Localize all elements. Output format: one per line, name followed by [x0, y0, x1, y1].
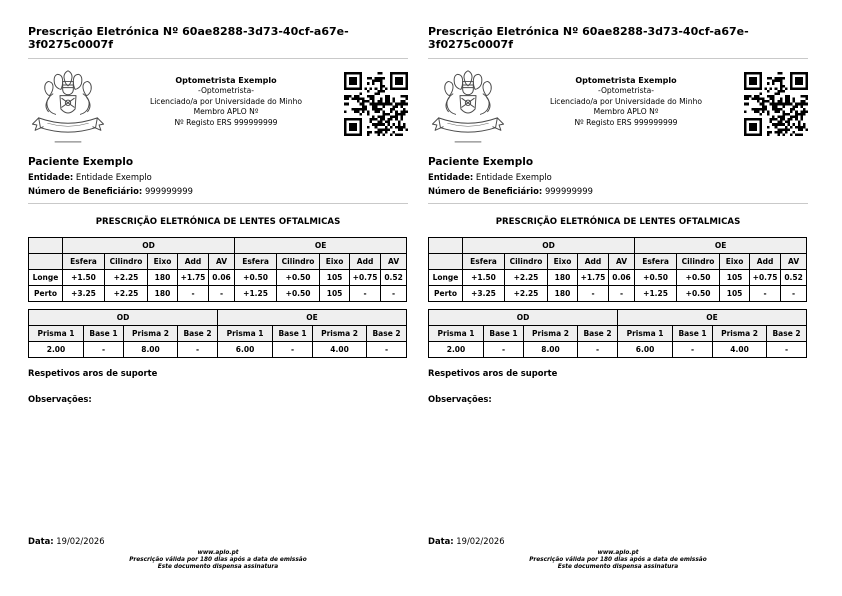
od-eye-header: OD: [429, 310, 618, 326]
col-header: Prisma 1: [29, 326, 84, 342]
od-eye-header: OD: [63, 238, 235, 254]
col-header: Prisma 2: [313, 326, 367, 342]
value-cell: -: [273, 342, 313, 358]
footer-notes: [428, 550, 808, 572]
patient-name: Paciente Exemplo: [28, 156, 134, 168]
document-title: Prescrição Eletrónica Nº 60ae8288-3d73-40cf-a67e-3f0275c0007f: [28, 25, 349, 51]
value-cell: +1.50: [63, 270, 105, 286]
value-cell: 6.00: [218, 342, 273, 358]
col-header: Base 1: [673, 326, 713, 342]
prism-table: [428, 309, 807, 358]
value-cell: -: [750, 286, 781, 302]
col-header: Base 1: [273, 326, 313, 342]
practitioner-header: [428, 68, 808, 150]
value-cell: 180: [548, 286, 578, 302]
corner-cell: [29, 238, 63, 254]
patient-entity-line: [28, 172, 408, 182]
table-row: [429, 286, 807, 302]
oe-eye-header: OE: [618, 310, 807, 326]
value-cell: +1.50: [463, 270, 505, 286]
qr-code-icon: [744, 72, 808, 136]
supports-label: Respetivos aros de suporte: [428, 368, 558, 378]
col-header: Prisma 2: [713, 326, 767, 342]
practitioner-registration: Nº Registo ERS 999999999: [574, 117, 678, 127]
patient-beneficiary-line: [428, 186, 808, 196]
table-row: [429, 270, 807, 286]
row-label: Longe: [429, 270, 463, 286]
value-cell: 0.52: [381, 270, 407, 286]
col-header: AV: [609, 254, 635, 270]
date-label: Data:: [28, 536, 54, 546]
practitioner-registration: Nº Registo ERS 999999999: [174, 117, 278, 127]
section-divider: [28, 203, 408, 204]
oe-eye-header: OE: [235, 238, 407, 254]
value-cell: 6.00: [618, 342, 673, 358]
value-cell: 0.52: [781, 270, 807, 286]
col-header: Add: [350, 254, 381, 270]
value-cell: +1.75: [178, 270, 209, 286]
lens-prescription-table: [428, 237, 807, 302]
value-cell: +1.75: [578, 270, 609, 286]
practitioner-role: -Optometrista-: [598, 86, 654, 95]
col-header: Esfera: [235, 254, 277, 270]
value-cell: +3.25: [63, 286, 105, 302]
beneficiary-value: 999999999: [544, 186, 593, 196]
title-divider: [28, 58, 408, 59]
date-line: [428, 536, 808, 546]
value-cell: +0.75: [750, 270, 781, 286]
col-header: Eixo: [548, 254, 578, 270]
practitioner-info: [108, 68, 344, 128]
document-title: Prescrição Eletrónica Nº 60ae8288-3d73-40cf-a67e-3f0275c0007f: [428, 25, 749, 51]
beneficiary-value: 999999999: [144, 186, 193, 196]
value-cell: +0.50: [677, 270, 720, 286]
col-header: Base 2: [178, 326, 218, 342]
crest-logo-icon: [28, 68, 108, 150]
practitioner-info: [508, 68, 744, 128]
col-header: Cilindro: [677, 254, 720, 270]
crest-logo-icon: [428, 68, 508, 150]
corner-cell: [429, 238, 463, 254]
footer-website: www.aplo.pt: [597, 550, 639, 556]
row-label: Perto: [429, 286, 463, 302]
value-cell: 105: [320, 270, 350, 286]
value-cell: +0.50: [277, 286, 320, 302]
col-header: Base 2: [367, 326, 407, 342]
section-divider: [428, 203, 808, 204]
col-header: Prisma 1: [429, 326, 484, 342]
col-header: Esfera: [63, 254, 105, 270]
value-cell: -: [367, 342, 407, 358]
col-header: Prisma 1: [618, 326, 673, 342]
value-cell: 8.00: [524, 342, 578, 358]
value-cell: 2.00: [429, 342, 484, 358]
beneficiary-label: Número de Beneficiário:: [28, 186, 143, 196]
prescription-copy: [28, 18, 408, 584]
entity-value: Entidade Exemplo: [475, 172, 552, 182]
col-header: Eixo: [320, 254, 350, 270]
col-header: Prisma 1: [218, 326, 273, 342]
table-row: [29, 286, 407, 302]
value-cell: 0.06: [609, 270, 635, 286]
title-divider: [428, 58, 808, 59]
value-cell: +0.50: [235, 270, 277, 286]
col-header: Esfera: [635, 254, 677, 270]
value-cell: -: [178, 342, 218, 358]
value-cell: +0.50: [677, 286, 720, 302]
od-eye-header: OD: [463, 238, 635, 254]
col-header: Prisma 2: [524, 326, 578, 342]
value-cell: 8.00: [124, 342, 178, 358]
col-header: AV: [209, 254, 235, 270]
copy-footer-block: [28, 536, 408, 572]
practitioner-header: [28, 68, 408, 150]
observations-label: Observações:: [428, 394, 492, 404]
observations-label: Observações:: [28, 394, 92, 404]
footer-signature-note: Este documento dispensa assinatura: [557, 564, 679, 571]
col-header: Base 1: [484, 326, 524, 342]
value-cell: -: [178, 286, 209, 302]
value-cell: 180: [148, 270, 178, 286]
value-cell: +1.25: [635, 286, 677, 302]
prescription-copy: [428, 18, 808, 584]
patient-name: Paciente Exemplo: [428, 156, 534, 168]
corner-cell: [429, 254, 463, 270]
col-header: Eixo: [148, 254, 178, 270]
supports-label: Respetivos aros de suporte: [28, 368, 158, 378]
lens-prescription-table: [28, 237, 407, 302]
value-cell: +0.50: [635, 270, 677, 286]
footer-notes: [28, 550, 408, 572]
practitioner-name: Optometrista Exemplo: [575, 76, 677, 85]
col-header: Cilindro: [105, 254, 148, 270]
value-cell: -: [767, 342, 807, 358]
value-cell: 105: [720, 270, 750, 286]
value-cell: -: [578, 342, 618, 358]
value-cell: 4.00: [713, 342, 767, 358]
value-cell: -: [84, 342, 124, 358]
col-header: Add: [750, 254, 781, 270]
table-row: [429, 342, 807, 358]
od-eye-header: OD: [29, 310, 218, 326]
col-header: Base 2: [767, 326, 807, 342]
section-title: PRESCRIÇÃO ELETRÓNICA DE LENTES OFTALMICAS: [95, 217, 341, 227]
practitioner-role: -Optometrista-: [198, 86, 254, 95]
corner-cell: [29, 254, 63, 270]
date-label: Data:: [428, 536, 454, 546]
practitioner-license: Licenciado/a por Universidade do Minho: [549, 96, 703, 106]
value-cell: +0.50: [277, 270, 320, 286]
value-cell: +0.75: [350, 270, 381, 286]
value-cell: +2.25: [505, 270, 548, 286]
col-header: Cilindro: [277, 254, 320, 270]
value-cell: -: [781, 286, 807, 302]
footer-validity-note: Prescrição válida por 180 dias após a data de emissão: [129, 557, 307, 564]
value-cell: -: [381, 286, 407, 302]
value-cell: -: [609, 286, 635, 302]
value-cell: -: [350, 286, 381, 302]
practitioner-license: Licenciado/a por Universidade do Minho: [149, 96, 303, 106]
table-row: [29, 342, 407, 358]
date-line: [28, 536, 408, 546]
col-header: AV: [781, 254, 807, 270]
col-header: Prisma 2: [124, 326, 178, 342]
entity-label: Entidade:: [28, 172, 74, 182]
value-cell: +2.25: [505, 286, 548, 302]
patient-entity-line: [428, 172, 808, 182]
col-header: Base 2: [578, 326, 618, 342]
row-label: Longe: [29, 270, 63, 286]
value-cell: 2.00: [29, 342, 84, 358]
oe-eye-header: OE: [218, 310, 407, 326]
value-cell: 0.06: [209, 270, 235, 286]
section-title: PRESCRIÇÃO ELETRÓNICA DE LENTES OFTALMICAS: [495, 217, 741, 227]
table-row: [29, 270, 407, 286]
value-cell: +2.25: [105, 270, 148, 286]
value-cell: -: [484, 342, 524, 358]
prism-table: [28, 309, 407, 358]
col-header: Base 1: [84, 326, 124, 342]
oe-eye-header: OE: [635, 238, 807, 254]
col-header: Eixo: [720, 254, 750, 270]
date-value: 19/02/2026: [456, 536, 505, 546]
value-cell: 105: [720, 286, 750, 302]
row-label: Perto: [29, 286, 63, 302]
qr-code-icon: [344, 72, 408, 136]
value-cell: 4.00: [313, 342, 367, 358]
copy-footer-block: [428, 536, 808, 572]
footer-validity-note: Prescrição válida por 180 dias após a data de emissão: [529, 557, 707, 564]
footer-website: www.aplo.pt: [197, 550, 239, 556]
value-cell: 180: [148, 286, 178, 302]
col-header: AV: [381, 254, 407, 270]
patient-beneficiary-line: [28, 186, 408, 196]
col-header: Add: [178, 254, 209, 270]
date-value: 19/02/2026: [56, 536, 105, 546]
entity-value: Entidade Exemplo: [75, 172, 152, 182]
value-cell: +2.25: [105, 286, 148, 302]
col-header: Esfera: [463, 254, 505, 270]
value-cell: 105: [320, 286, 350, 302]
practitioner-membership: Membro APLO Nº: [593, 107, 659, 116]
value-cell: +3.25: [463, 286, 505, 302]
entity-label: Entidade:: [428, 172, 474, 182]
beneficiary-label: Número de Beneficiário:: [428, 186, 543, 196]
footer-signature-note: Este documento dispensa assinatura: [157, 564, 279, 571]
value-cell: -: [673, 342, 713, 358]
col-header: Cilindro: [505, 254, 548, 270]
value-cell: +1.25: [235, 286, 277, 302]
col-header: Add: [578, 254, 609, 270]
practitioner-membership: Membro APLO Nº: [193, 107, 259, 116]
value-cell: 180: [548, 270, 578, 286]
value-cell: -: [578, 286, 609, 302]
value-cell: -: [209, 286, 235, 302]
practitioner-name: Optometrista Exemplo: [175, 76, 277, 85]
